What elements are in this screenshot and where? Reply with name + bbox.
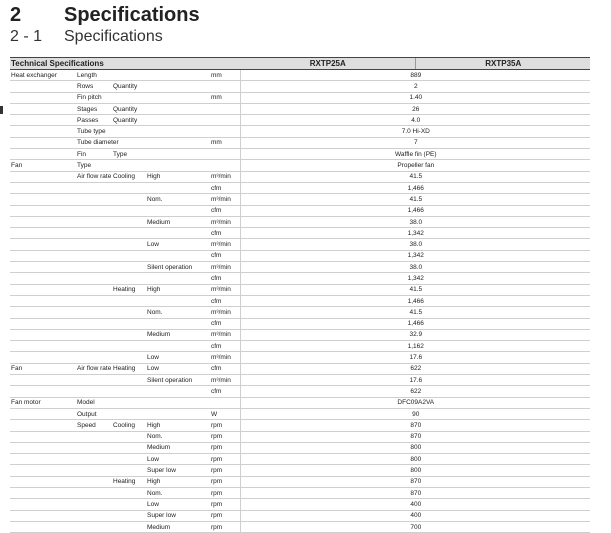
value-cell: 1,342 <box>240 250 590 261</box>
item-cell: Fin <box>77 150 87 158</box>
mode-cell: Low <box>147 500 159 508</box>
unit-cell: m³/min <box>211 173 231 181</box>
item-cell: Tube diameter <box>77 139 119 147</box>
item-cell <box>76 454 112 465</box>
mode-cell <box>146 228 210 239</box>
item-cell: Speed <box>77 421 96 429</box>
section-title: Specifications <box>64 28 163 45</box>
mode-cell <box>146 182 210 193</box>
subitem-cell <box>112 250 146 261</box>
table-row <box>10 431 590 442</box>
unit-cell <box>210 149 240 160</box>
mode-cell <box>146 149 210 160</box>
table-row <box>10 295 590 306</box>
category-cell <box>10 510 76 521</box>
table-row <box>10 262 590 273</box>
unit-cell: cfm <box>211 207 222 215</box>
item-cell <box>76 250 112 261</box>
category-cell <box>10 454 76 465</box>
category-cell <box>10 521 76 532</box>
item-cell <box>76 465 112 476</box>
item-cell <box>76 431 112 442</box>
unit-cell: rpm <box>211 478 223 486</box>
category-cell <box>10 126 76 137</box>
unit-cell <box>210 397 240 408</box>
category-cell <box>10 476 76 487</box>
category-cell <box>10 115 76 126</box>
subitem-cell <box>112 318 146 329</box>
table-row <box>10 103 590 114</box>
subitem-cell <box>112 228 146 239</box>
category-cell <box>10 250 76 261</box>
unit-cell: mm <box>211 94 222 102</box>
unit-cell: m³/min <box>211 218 231 226</box>
table-row <box>10 115 590 126</box>
mode-cell: Nom. <box>147 489 163 497</box>
subitem-cell: Type <box>113 150 128 158</box>
category-cell <box>10 137 76 148</box>
mode-cell <box>146 341 210 352</box>
subitem-cell <box>112 92 146 103</box>
value-cell: 800 <box>240 454 590 465</box>
value-cell: 38.0 <box>240 239 590 250</box>
table-row <box>10 363 590 374</box>
category-cell <box>10 386 76 397</box>
value-cell: 622 <box>240 386 590 397</box>
subitem-cell <box>112 182 146 193</box>
mode-cell <box>146 115 210 126</box>
table-row <box>10 149 590 160</box>
table-row <box>10 273 590 284</box>
unit-cell: rpm <box>211 523 223 531</box>
item-cell <box>76 295 112 306</box>
subitem-cell: Cooling <box>113 173 136 181</box>
value-cell: 700 <box>240 521 590 532</box>
mode-cell <box>146 250 210 261</box>
subitem-cell <box>112 194 146 205</box>
unit-cell: rpm <box>211 421 223 429</box>
unit-cell: rpm <box>211 512 223 520</box>
category-cell <box>10 465 76 476</box>
mode-cell <box>146 81 210 92</box>
table-row <box>10 341 590 352</box>
mode-cell <box>146 137 210 148</box>
value-cell: 870 <box>240 476 590 487</box>
value-cell: 800 <box>240 465 590 476</box>
unit-cell: cfm <box>211 320 222 328</box>
unit-cell: m³/min <box>211 195 231 203</box>
item-cell <box>76 228 112 239</box>
item-cell: Length <box>77 71 97 79</box>
unit-cell <box>210 115 240 126</box>
unit-cell: cfm <box>211 297 222 305</box>
mode-cell: Silent operation <box>147 263 193 271</box>
value-cell: 17.6 <box>240 375 590 386</box>
subitem-cell: Quantity <box>113 116 138 124</box>
table-row <box>10 318 590 329</box>
unit-cell <box>210 81 240 92</box>
value-cell: 38.0 <box>240 216 590 227</box>
mode-cell <box>146 295 210 306</box>
category-cell <box>10 103 76 114</box>
table-row <box>10 454 590 465</box>
table-row <box>10 408 590 419</box>
table-row <box>10 126 590 137</box>
category-cell <box>10 307 76 318</box>
value-cell: 870 <box>240 431 590 442</box>
mode-cell: Silent operation <box>147 376 193 384</box>
value-cell: 1,342 <box>240 228 590 239</box>
unit-cell: m³/min <box>211 354 231 362</box>
value-cell: 1,342 <box>240 273 590 284</box>
unit-cell: rpm <box>211 444 223 452</box>
item-cell <box>76 510 112 521</box>
table-row <box>10 397 590 408</box>
mode-cell: High <box>147 173 161 181</box>
unit-cell <box>210 103 240 114</box>
item-cell <box>76 521 112 532</box>
mode-cell: Medium <box>147 444 171 452</box>
table-row <box>10 476 590 487</box>
value-cell: 32.9 <box>240 329 590 340</box>
item-cell <box>76 182 112 193</box>
subitem-cell <box>112 70 146 81</box>
value-cell: 4.0 <box>240 115 590 126</box>
subitem-cell <box>112 408 146 419</box>
item-cell: Passes <box>77 116 99 124</box>
subitem-cell: Heating <box>113 286 136 294</box>
table-title: Technical Specifications <box>10 58 240 70</box>
subitem-cell: Cooling <box>113 421 136 429</box>
value-cell: 800 <box>240 442 590 453</box>
mode-cell <box>146 273 210 284</box>
mode-cell: High <box>147 421 161 429</box>
item-cell: Model <box>77 399 95 407</box>
item-cell: Type <box>77 162 92 170</box>
mode-cell: Medium <box>147 218 171 226</box>
unit-cell: rpm <box>211 455 223 463</box>
category-cell <box>10 216 76 227</box>
subitem-cell <box>112 295 146 306</box>
table-row <box>10 465 590 476</box>
mode-cell: Nom. <box>147 195 163 203</box>
table-row <box>10 171 590 182</box>
subitem-cell <box>112 273 146 284</box>
unit-cell: m³/min <box>211 331 231 339</box>
value-cell: 41.5 <box>240 171 590 182</box>
table-row <box>10 194 590 205</box>
unit-cell: m³/min <box>211 286 231 294</box>
mode-cell <box>146 205 210 216</box>
item-cell <box>76 307 112 318</box>
value-cell: DFC09A2VA <box>240 397 590 408</box>
item-cell: Tube type <box>77 128 106 136</box>
subitem-cell <box>112 499 146 510</box>
category-cell <box>10 341 76 352</box>
unit-cell: rpm <box>211 467 223 475</box>
subitem-cell <box>112 205 146 216</box>
subitem-cell <box>112 352 146 363</box>
item-cell <box>76 386 112 397</box>
mode-cell <box>146 92 210 103</box>
unit-cell: rpm <box>211 500 223 508</box>
table-row <box>10 239 590 250</box>
value-cell: 41.5 <box>240 307 590 318</box>
item-cell <box>76 273 112 284</box>
subitem-cell: Heating <box>113 478 136 486</box>
value-cell: 41.5 <box>240 194 590 205</box>
item-cell <box>76 216 112 227</box>
category-cell <box>10 182 76 193</box>
item-cell: Rows <box>77 82 94 90</box>
category-cell: Fan motor <box>11 399 41 407</box>
item-cell <box>76 329 112 340</box>
mode-cell <box>146 160 210 171</box>
item-cell: Air flow rate <box>77 173 112 181</box>
table-row <box>10 92 590 103</box>
table-row <box>10 352 590 363</box>
mode-cell: Nom. <box>147 433 163 441</box>
value-cell: 1,466 <box>240 318 590 329</box>
subitem-cell <box>112 341 146 352</box>
category-cell <box>10 81 76 92</box>
item-cell <box>76 487 112 498</box>
subitem-cell <box>112 465 146 476</box>
unit-cell: m³/min <box>211 308 231 316</box>
mode-cell: Medium <box>147 331 171 339</box>
table-row <box>10 81 590 92</box>
category-cell <box>10 149 76 160</box>
subitem-cell <box>112 397 146 408</box>
subitem-cell <box>112 160 146 171</box>
mode-cell: High <box>147 478 161 486</box>
value-cell: 400 <box>240 510 590 521</box>
mode-cell: Low <box>147 354 159 362</box>
unit-cell <box>210 126 240 137</box>
unit-cell: mm <box>211 139 222 147</box>
unit-cell: cfm <box>211 229 222 237</box>
value-cell: 17.6 <box>240 352 590 363</box>
mode-cell <box>146 408 210 419</box>
category-cell <box>10 295 76 306</box>
unit-cell: m³/min <box>211 241 231 249</box>
item-cell: Stages <box>77 105 98 113</box>
mode-cell: Low <box>147 455 159 463</box>
unit-cell: m³/min <box>211 263 231 271</box>
item-cell <box>76 442 112 453</box>
item-cell <box>76 341 112 352</box>
value-cell: 2 <box>240 81 590 92</box>
value-cell: 1,466 <box>240 205 590 216</box>
value-cell: 1.40 <box>240 92 590 103</box>
item-cell <box>76 284 112 295</box>
unit-cell: cfm <box>211 387 222 395</box>
mode-cell: High <box>147 286 161 294</box>
mode-cell <box>146 70 210 81</box>
value-cell: Waffle fin (PE) <box>240 149 590 160</box>
subitem-cell <box>112 510 146 521</box>
table-row <box>10 182 590 193</box>
subitem-cell <box>112 216 146 227</box>
subitem-cell: Quantity <box>113 82 138 90</box>
subitem-cell <box>112 239 146 250</box>
item-cell <box>76 262 112 273</box>
category-cell <box>10 239 76 250</box>
table-body <box>10 70 590 533</box>
category-cell <box>10 194 76 205</box>
table-row <box>10 250 590 261</box>
section-number: 2 - 1 <box>10 28 43 45</box>
model-header: RXTP35A <box>415 58 590 70</box>
subitem-cell <box>112 307 146 318</box>
mode-cell <box>146 103 210 114</box>
category-cell <box>10 205 76 216</box>
unit-cell: W <box>211 410 218 418</box>
subitem-cell <box>112 442 146 453</box>
table-row <box>10 160 590 171</box>
category-cell <box>10 375 76 386</box>
unit-cell: rpm <box>211 433 223 441</box>
subitem-cell <box>112 126 146 137</box>
subitem-cell: Heating <box>113 365 136 373</box>
item-cell <box>76 205 112 216</box>
item-cell <box>76 499 112 510</box>
unit-cell: cfm <box>211 184 222 192</box>
table-row <box>10 137 590 148</box>
category-cell: Heat exchanger <box>11 71 57 79</box>
mode-cell: Medium <box>147 523 171 531</box>
table-row <box>10 442 590 453</box>
category-cell: Fan <box>11 365 23 373</box>
table-row <box>10 487 590 498</box>
table-row <box>10 216 590 227</box>
item-cell: Air flow rate <box>77 365 112 373</box>
table-row <box>10 510 590 521</box>
table-row <box>10 499 590 510</box>
value-cell: 1,466 <box>240 295 590 306</box>
mode-cell <box>146 386 210 397</box>
category-cell: Fan <box>11 162 23 170</box>
table-row <box>10 307 590 318</box>
subitem-cell <box>112 521 146 532</box>
subitem-cell <box>112 262 146 273</box>
category-cell <box>10 92 76 103</box>
value-cell: 622 <box>240 363 590 374</box>
value-cell: 7.0 Hi-XD <box>240 126 590 137</box>
unit-cell: mm <box>211 71 222 79</box>
value-cell: 870 <box>240 420 590 431</box>
unit-cell <box>210 160 240 171</box>
subitem-cell <box>112 487 146 498</box>
mode-cell <box>146 397 210 408</box>
model-header: RXTP25A <box>240 58 415 70</box>
subitem-cell <box>112 386 146 397</box>
chapter-title: Specifications <box>64 4 200 26</box>
item-cell <box>76 239 112 250</box>
item-cell: Output <box>77 410 97 418</box>
chapter-number: 2 <box>10 4 22 26</box>
value-cell: 889 <box>240 70 590 81</box>
subitem-cell <box>112 329 146 340</box>
value-cell: 7 <box>240 137 590 148</box>
value-cell: 26 <box>240 103 590 114</box>
unit-cell: cfm <box>211 274 222 282</box>
mode-cell: Low <box>147 241 159 249</box>
table-row <box>10 70 590 81</box>
mode-cell: Low <box>147 365 159 373</box>
value-cell: 400 <box>240 499 590 510</box>
table-row <box>10 375 590 386</box>
item-cell <box>76 194 112 205</box>
table-header-row <box>10 58 590 70</box>
margin-marker <box>0 106 3 114</box>
table-row <box>10 521 590 532</box>
value-cell: 41.5 <box>240 284 590 295</box>
mode-cell <box>146 126 210 137</box>
category-cell <box>10 262 76 273</box>
category-cell <box>10 408 76 419</box>
category-cell <box>10 318 76 329</box>
value-cell: 870 <box>240 487 590 498</box>
category-cell <box>10 329 76 340</box>
subitem-cell <box>112 375 146 386</box>
table-row <box>10 228 590 239</box>
table-row <box>10 329 590 340</box>
table-row <box>10 386 590 397</box>
table-row <box>10 420 590 431</box>
category-cell <box>10 171 76 182</box>
item-cell <box>76 352 112 363</box>
specifications-table <box>10 57 590 533</box>
mode-cell <box>146 318 210 329</box>
category-cell <box>10 228 76 239</box>
table-row <box>10 284 590 295</box>
mode-cell: Super low <box>147 512 176 520</box>
category-cell <box>10 487 76 498</box>
category-cell <box>10 284 76 295</box>
unit-cell: m³/min <box>211 376 231 384</box>
subitem-cell <box>112 431 146 442</box>
unit-cell: cfm <box>211 365 222 373</box>
value-cell: 1,466 <box>240 182 590 193</box>
value-cell: Propeller fan <box>240 160 590 171</box>
item-cell <box>76 318 112 329</box>
subitem-cell: Quantity <box>113 105 138 113</box>
value-cell: 38.0 <box>240 262 590 273</box>
category-cell <box>10 273 76 284</box>
category-cell <box>10 352 76 363</box>
unit-cell: cfm <box>211 342 222 350</box>
item-cell: Fin pitch <box>77 94 102 102</box>
value-cell: 1,162 <box>240 341 590 352</box>
mode-cell: Nom. <box>147 308 163 316</box>
item-cell <box>76 375 112 386</box>
category-cell <box>10 499 76 510</box>
unit-cell: rpm <box>211 489 223 497</box>
category-cell <box>10 431 76 442</box>
mode-cell: Super low <box>147 467 176 475</box>
category-cell <box>10 420 76 431</box>
category-cell <box>10 442 76 453</box>
item-cell <box>76 476 112 487</box>
value-cell: 90 <box>240 408 590 419</box>
subitem-cell <box>112 454 146 465</box>
table-row <box>10 205 590 216</box>
unit-cell: cfm <box>211 252 222 260</box>
